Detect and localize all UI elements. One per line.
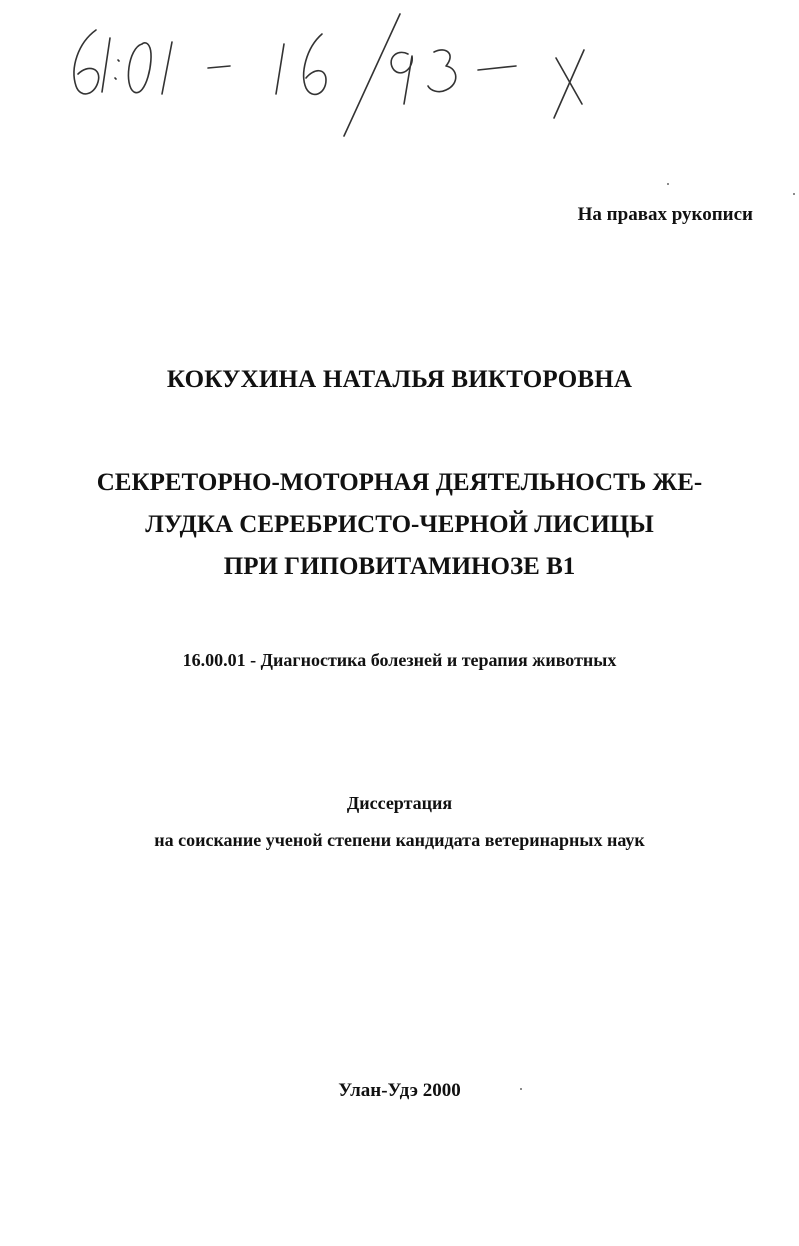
author-name: КОКУХИНА НАТАЛЬЯ ВИКТОРОВНА bbox=[166, 366, 633, 393]
title-line: ЛУДКА СЕРЕБРИСТО-ЧЕРНОЙ ЛИСИЦЫ bbox=[145, 511, 654, 538]
handwritten-archive-number-drawing bbox=[58, 8, 618, 138]
rights-note: На правах рукописи bbox=[577, 204, 753, 225]
specialty-code: 16.00.01 - Диагностика болезней и терапия животных bbox=[182, 650, 617, 670]
scan-speck bbox=[667, 183, 669, 185]
degree-statement: на соискание ученой степени кандидата ветеринарных наук bbox=[154, 830, 645, 850]
handwritten-archive-number bbox=[58, 8, 618, 138]
title-line: ПРИ ГИПОВИТАМИНОЗЕ В1 bbox=[223, 553, 576, 580]
scan-speck bbox=[793, 193, 795, 195]
document-type: Диссертация bbox=[346, 793, 453, 813]
dissertation-title bbox=[0, 462, 799, 588]
place-and-year: Улан-Удэ 2000 bbox=[338, 1080, 461, 1101]
title-line: СЕКРЕТОРНО-МОТОРНАЯ ДЕЯТЕЛЬНОСТЬ ЖЕ- bbox=[96, 469, 703, 496]
